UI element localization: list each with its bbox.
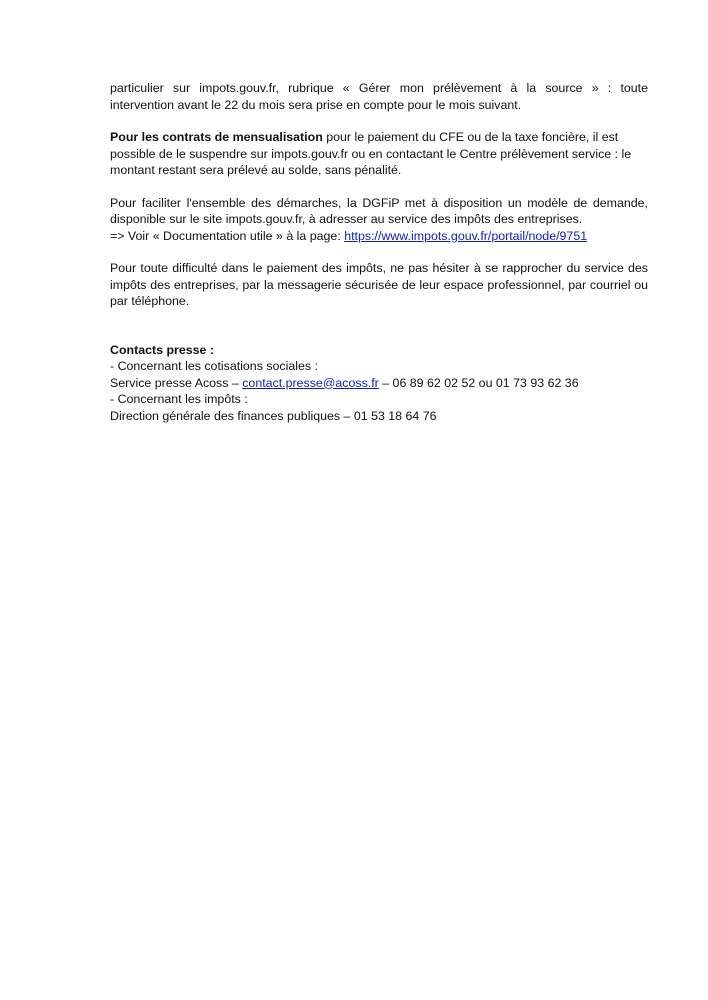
contacts-social-label: - Concernant les cotisations sociales : (110, 359, 318, 373)
paragraph-difficulte (110, 260, 648, 310)
acoss-email-link[interactable]: contact.presse@acoss.fr (242, 375, 379, 390)
paragraph-prelevement-line-2: intervention avant le 22 du mois sera prise en compte pour le mois suivant. (110, 97, 522, 112)
contacts-tax-label: - Concernant les impôts : (110, 392, 248, 406)
contacts-heading: Contacts presse : (110, 342, 214, 357)
mensualisation-text: pour le paiement du CFE ou de la taxe foncière, il est possible de le suspendre sur impots.gouv.fr ou en contactant le Centre prélèvement service : le montant restant sera prélevé au solde, sans pénalité. (110, 130, 632, 177)
contacts-acoss-line (110, 375, 648, 392)
paragraph-demarches (110, 195, 648, 245)
spacer (110, 326, 648, 342)
paragraph-mensualisation (110, 129, 648, 179)
demarches-text: Pour faciliter l'ensemble des démarches, la DGFiP met à disposition un modèle de demande, disponible sur le site impots.gouv.fr, à adresser au service des impôts des entreprises. (110, 195, 648, 226)
acoss-prefix: Service presse Acoss – (110, 375, 243, 390)
documentation-prefix: => Voir « Documentation utile » à la page: (110, 228, 345, 243)
paragraph-prelevement (110, 80, 648, 113)
documentation-link[interactable]: https://www.impots.gouv.fr/portail/node/9751 (344, 228, 588, 243)
paragraph-prelevement-line-1: particulier sur impots.gouv.fr, rubrique « Gérer mon prélèvement à la source » : toute (110, 81, 648, 95)
contacts-tax-line: Direction générale des finances publiques – 01 53 18 64 76 (110, 408, 437, 423)
acoss-phones: – 06 89 62 02 52 ou 01 73 93 62 36 (378, 375, 579, 390)
document-body (110, 80, 648, 424)
press-contacts (110, 342, 648, 425)
mensualisation-lead: Pour les contrats de mensualisation (110, 130, 323, 144)
difficulte-text: Pour toute difficulté dans le paiement des impôts, ne pas hésiter à se rapprocher du service des impôts des entreprises, par la messagerie sécurisée de leur espace professionnel, par courriel ou par téléphone. (110, 261, 648, 308)
